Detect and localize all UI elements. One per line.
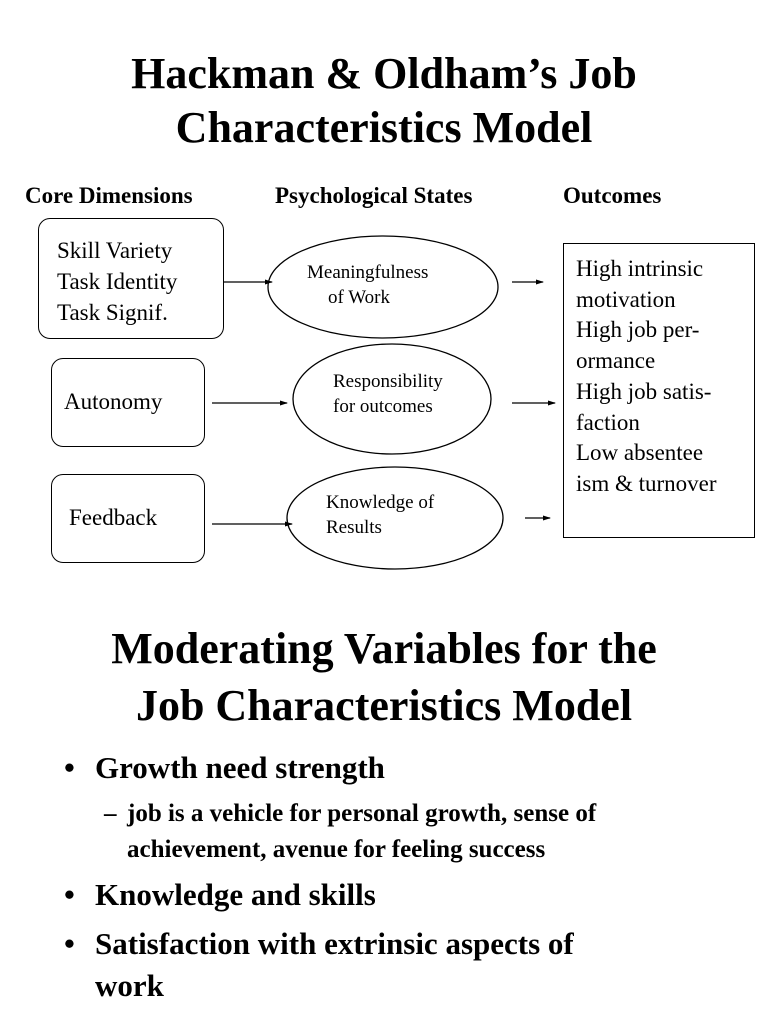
bullet-glyph: •: [64, 750, 75, 785]
outcome-line-7: Low absentee: [576, 440, 704, 466]
state-meaningfulness-line2: of Work: [328, 287, 390, 308]
state-responsibility-line2: for outcomes: [333, 396, 433, 417]
outcome-line-5: High job satis-: [576, 378, 712, 404]
outcome-line-4: ormance: [576, 348, 656, 374]
sub-bullet-line1: job is a vehicle for personal growth, sense of: [127, 800, 597, 827]
state-responsibility: [333, 369, 443, 419]
core-feedback: Feedback: [69, 505, 158, 530]
state-meaningfulness-line1: Meaningfulness: [307, 262, 429, 283]
state-knowledge-line2: Results: [326, 517, 382, 538]
core-task-identity: Task Identity: [57, 269, 178, 294]
state-meaningfulness: [307, 260, 428, 310]
core-skill-variety: Skill Variety: [57, 238, 173, 263]
header-outcomes: Outcomes: [563, 183, 662, 208]
core-task-significance: Task Signif.: [57, 300, 168, 325]
state-responsibility-line1: Responsibility: [333, 371, 443, 392]
bullet-growth-need-text: Growth need strength: [95, 750, 385, 785]
bullet-satisfaction-line2: work: [95, 968, 164, 1003]
outcome-line-2: motivation: [576, 286, 676, 312]
header-psychological-states: Psychological States: [275, 183, 473, 208]
dash-glyph: –: [104, 800, 117, 827]
core-autonomy: Autonomy: [64, 389, 163, 414]
outcome-line-8: ism & turnover: [576, 470, 717, 496]
state-knowledge-line1: Knowledge of: [326, 492, 435, 513]
outcome-line-1: High intrinsic: [576, 256, 704, 281]
slide2-title-line2: Job Characteristics Model: [135, 681, 633, 730]
header-core-dimensions: Core Dimensions: [25, 183, 193, 208]
slide1-title-line2: Characteristics Model: [175, 103, 593, 152]
outcome-line-3: High job per-: [576, 317, 700, 343]
sub-bullet-line2: achievement, avenue for feeling success: [127, 836, 546, 863]
outcome-line-6: faction: [576, 409, 640, 435]
bullet-knowledge-skills-text: Knowledge and skills: [95, 877, 376, 912]
slide2-title-line1: Moderating Variables for the: [111, 624, 657, 673]
bullet-satisfaction-line1: Satisfaction with extrinsic aspects of: [95, 926, 574, 961]
outcomes-box: [563, 243, 755, 538]
bullet-glyph: •: [64, 926, 75, 961]
slide1-title-line1: Hackman & Oldham’s Job: [131, 49, 637, 98]
state-knowledge: [326, 490, 434, 540]
bullet-glyph: •: [64, 877, 75, 912]
